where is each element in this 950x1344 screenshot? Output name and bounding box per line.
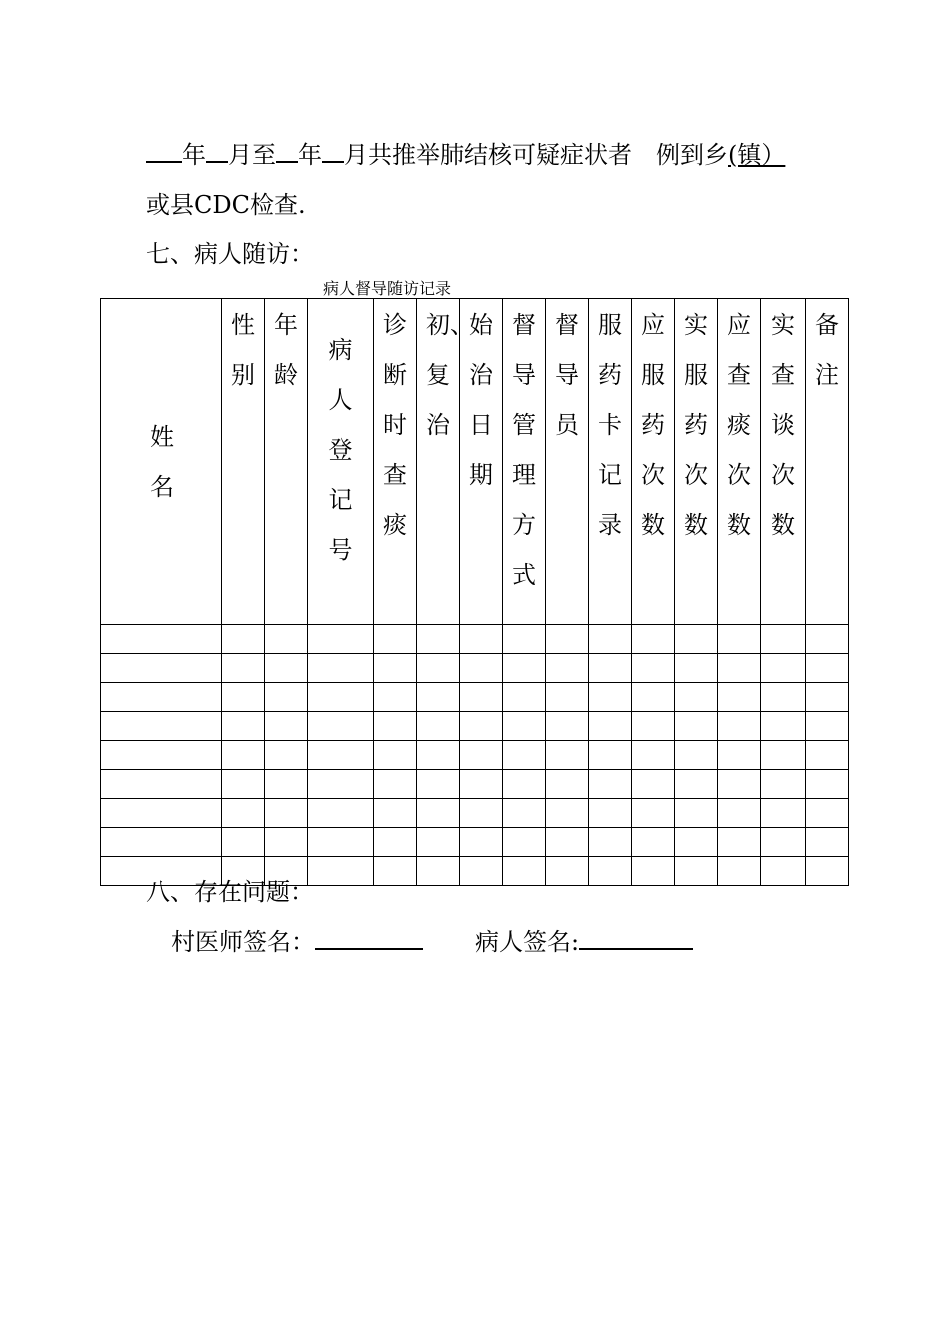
table-cell[interactable]: [718, 712, 761, 741]
table-cell[interactable]: [632, 741, 675, 770]
table-cell[interactable]: [546, 683, 589, 712]
table-cell[interactable]: [460, 625, 503, 654]
year2-label: 年: [298, 141, 322, 169]
table-cell[interactable]: [675, 770, 718, 799]
table-cell[interactable]: [546, 770, 589, 799]
header-supervisor-text: 督导员: [555, 311, 579, 439]
header-supervision-mode-text: 督导管理方式: [512, 311, 536, 589]
table-cell[interactable]: [632, 857, 675, 886]
table-cell[interactable]: [374, 857, 417, 886]
table-cell[interactable]: [718, 828, 761, 857]
header-medication-card: [589, 299, 632, 625]
table-cell[interactable]: [589, 857, 632, 886]
table-cell[interactable]: [222, 683, 265, 712]
table-cell[interactable]: [718, 683, 761, 712]
table-cell[interactable]: [546, 828, 589, 857]
header-gender-text: 性别: [231, 311, 255, 389]
follow-up-record-table: [100, 298, 849, 886]
table-cell[interactable]: [101, 625, 222, 654]
table-cell[interactable]: [417, 654, 460, 683]
table-cell[interactable]: [761, 683, 806, 712]
table-cell[interactable]: [806, 683, 849, 712]
table-cell[interactable]: [460, 799, 503, 828]
month-to-label: 月至: [228, 141, 276, 169]
table-cell[interactable]: [718, 799, 761, 828]
table-cell[interactable]: [503, 770, 546, 799]
table-cell[interactable]: [308, 654, 374, 683]
table-cell[interactable]: [675, 683, 718, 712]
table-cell[interactable]: [675, 799, 718, 828]
signature-line: [171, 922, 693, 957]
table-cell[interactable]: [265, 625, 308, 654]
header-diagnosis-sputum-text: 诊断时查痰: [383, 311, 407, 539]
header-expected-sputum-tests: [718, 299, 761, 625]
table-cell[interactable]: [546, 654, 589, 683]
header-name: [101, 299, 222, 625]
table-cell[interactable]: [374, 683, 417, 712]
table-cell[interactable]: [417, 828, 460, 857]
table-cell[interactable]: [675, 857, 718, 886]
table-cell[interactable]: [374, 712, 417, 741]
table-cell[interactable]: [417, 857, 460, 886]
table-cell[interactable]: [265, 741, 308, 770]
header-registration-no: [308, 299, 374, 625]
survey-statement-line: [146, 135, 785, 170]
table-cell[interactable]: [632, 799, 675, 828]
table-cell[interactable]: [503, 625, 546, 654]
table-cell[interactable]: [222, 770, 265, 799]
table-cell[interactable]: [503, 828, 546, 857]
table-cell[interactable]: [761, 828, 806, 857]
table-cell[interactable]: [632, 654, 675, 683]
table-cell[interactable]: [101, 741, 222, 770]
header-remarks-text: 备注: [815, 311, 839, 389]
table-cell[interactable]: [503, 654, 546, 683]
table-cell[interactable]: [417, 625, 460, 654]
table-cell[interactable]: [718, 770, 761, 799]
table-cell[interactable]: [589, 741, 632, 770]
table-cell[interactable]: [417, 712, 460, 741]
header-expected-doses-text: 应服药次数: [641, 311, 665, 539]
table-cell[interactable]: [265, 770, 308, 799]
header-expected-sputum-tests-text: 应查痰次数: [727, 311, 751, 539]
table-cell[interactable]: [222, 799, 265, 828]
table-cell[interactable]: [589, 799, 632, 828]
table-cell[interactable]: [460, 828, 503, 857]
header-age-text: 年龄: [274, 311, 298, 389]
table-cell[interactable]: [308, 741, 374, 770]
header-remarks: [806, 299, 849, 625]
header-actual-doses-text: 实服药次数: [684, 311, 708, 539]
table-cell[interactable]: [101, 799, 222, 828]
table-cell[interactable]: [546, 712, 589, 741]
cdc-check-line: 或县CDC检查.: [146, 191, 306, 219]
section-7-heading: 七、病人随访：: [146, 240, 314, 268]
table-cell[interactable]: [460, 857, 503, 886]
table-caption: 病人督导随访记录: [323, 279, 452, 298]
table-cell[interactable]: [222, 828, 265, 857]
table-cell[interactable]: [460, 712, 503, 741]
table-row: [101, 654, 849, 683]
table-cell[interactable]: [761, 654, 806, 683]
header-actual-checks-text: 实查谈次数: [771, 311, 795, 539]
table-cell[interactable]: [761, 799, 806, 828]
table-cell[interactable]: [718, 654, 761, 683]
table-cell[interactable]: [417, 741, 460, 770]
table-cell[interactable]: [101, 828, 222, 857]
table-cell[interactable]: [806, 625, 849, 654]
table-cell[interactable]: [546, 857, 589, 886]
table-row: [101, 712, 849, 741]
header-registration-no-text: 病人登记号: [328, 336, 353, 564]
header-actual-checks: [761, 299, 806, 625]
header-treatment-type: [417, 299, 474, 625]
table-cell[interactable]: [460, 683, 503, 712]
table-cell[interactable]: [589, 712, 632, 741]
table-cell[interactable]: [546, 625, 589, 654]
table-cell[interactable]: [460, 654, 503, 683]
table-cell[interactable]: [589, 770, 632, 799]
table-cell[interactable]: [675, 625, 718, 654]
table-cell[interactable]: [308, 770, 374, 799]
month2-blank[interactable]: [322, 139, 344, 163]
header-actual-doses: [675, 299, 718, 625]
table-cell[interactable]: [374, 770, 417, 799]
table-cell[interactable]: [374, 654, 417, 683]
table-cell[interactable]: [374, 799, 417, 828]
suspect-count-label: 月共推举肺结核可疑症状者: [344, 141, 632, 169]
header-name-text: 姓名: [150, 423, 174, 501]
table-cell[interactable]: [675, 741, 718, 770]
table-cell[interactable]: [675, 654, 718, 683]
table-cell[interactable]: [806, 828, 849, 857]
table-cell[interactable]: [632, 712, 675, 741]
table-cell[interactable]: [589, 828, 632, 857]
table-cell[interactable]: [718, 857, 761, 886]
table-cell[interactable]: [374, 741, 417, 770]
table-cell[interactable]: [308, 828, 374, 857]
table-row: [101, 770, 849, 799]
header-diagnosis-sputum: [374, 299, 417, 625]
table-cell[interactable]: [675, 828, 718, 857]
town-label: (镇）: [728, 141, 786, 169]
header-supervisor: [546, 299, 589, 625]
table-cell[interactable]: [222, 741, 265, 770]
table-cell[interactable]: [806, 654, 849, 683]
table-cell[interactable]: [718, 741, 761, 770]
header-expected-doses: [632, 299, 675, 625]
table-cell[interactable]: [632, 828, 675, 857]
patient-signature-label: 病人签名:: [475, 928, 580, 956]
table-cell[interactable]: [222, 625, 265, 654]
table-cell[interactable]: [503, 683, 546, 712]
table-cell[interactable]: [675, 712, 718, 741]
table-cell[interactable]: [503, 799, 546, 828]
header-start-date: [460, 299, 503, 625]
table-cell[interactable]: [546, 799, 589, 828]
doctor-signature-field[interactable]: [315, 926, 423, 950]
table-row: [101, 683, 849, 712]
table-cell[interactable]: [503, 712, 546, 741]
table-cell[interactable]: [417, 799, 460, 828]
table-cell[interactable]: [632, 683, 675, 712]
header-supervision-mode: [503, 299, 546, 625]
table-body: [101, 625, 849, 886]
table-cell[interactable]: [806, 857, 849, 886]
table-cell[interactable]: [265, 654, 308, 683]
table-cell[interactable]: [761, 712, 806, 741]
table-cell[interactable]: [718, 625, 761, 654]
table-cell[interactable]: [308, 857, 374, 886]
table-cell[interactable]: [101, 712, 222, 741]
table-cell[interactable]: [308, 799, 374, 828]
table-row: [101, 828, 849, 857]
table-cell[interactable]: [761, 857, 806, 886]
table-cell[interactable]: [761, 625, 806, 654]
table-cell[interactable]: [761, 770, 806, 799]
table-row: [101, 741, 849, 770]
table-cell[interactable]: [589, 654, 632, 683]
table-cell[interactable]: [589, 683, 632, 712]
table-row: [101, 799, 849, 828]
table-cell[interactable]: [101, 654, 222, 683]
table-cell[interactable]: [417, 683, 460, 712]
year-label: 年: [182, 141, 206, 169]
table-cell[interactable]: [417, 770, 460, 799]
year-blank[interactable]: [146, 139, 182, 163]
table-cell[interactable]: [222, 654, 265, 683]
table-cell[interactable]: [503, 857, 546, 886]
doctor-signature-label: 村医师签名：: [171, 928, 315, 956]
table-cell[interactable]: [589, 625, 632, 654]
table-cell[interactable]: [632, 770, 675, 799]
table-cell[interactable]: [460, 741, 503, 770]
table-cell[interactable]: [546, 741, 589, 770]
header-age: [265, 299, 308, 625]
header-start-date-text: 始治日期: [469, 311, 493, 489]
table-cell[interactable]: [265, 828, 308, 857]
table-cell[interactable]: [374, 625, 417, 654]
header-gender: [222, 299, 265, 625]
header-treatment-type-text: 初、复治: [426, 311, 474, 439]
table-cell[interactable]: [308, 683, 374, 712]
table-cell[interactable]: [265, 683, 308, 712]
month-blank[interactable]: [206, 139, 228, 163]
table-cell[interactable]: [308, 712, 374, 741]
table-cell[interactable]: [101, 770, 222, 799]
table-cell[interactable]: [460, 770, 503, 799]
table-cell[interactable]: [503, 741, 546, 770]
patient-signature-field[interactable]: [579, 926, 693, 950]
table-cell[interactable]: [265, 712, 308, 741]
header-medication-card-text: 服药卡记录: [598, 311, 622, 539]
table-cell[interactable]: [806, 770, 849, 799]
table-cell[interactable]: [308, 625, 374, 654]
header-row: [101, 299, 849, 625]
referral-label: 例到乡: [656, 141, 728, 169]
table-cell[interactable]: [374, 828, 417, 857]
table-cell[interactable]: [222, 712, 265, 741]
table-row: [101, 625, 849, 654]
table-cell[interactable]: [806, 799, 849, 828]
table-cell[interactable]: [806, 741, 849, 770]
year2-blank[interactable]: [276, 139, 298, 163]
table-cell[interactable]: [761, 741, 806, 770]
table-cell[interactable]: [265, 799, 308, 828]
table-cell[interactable]: [632, 625, 675, 654]
section-8-heading: 八、存在问题：: [146, 878, 314, 906]
table-cell[interactable]: [101, 683, 222, 712]
table-cell[interactable]: [806, 712, 849, 741]
